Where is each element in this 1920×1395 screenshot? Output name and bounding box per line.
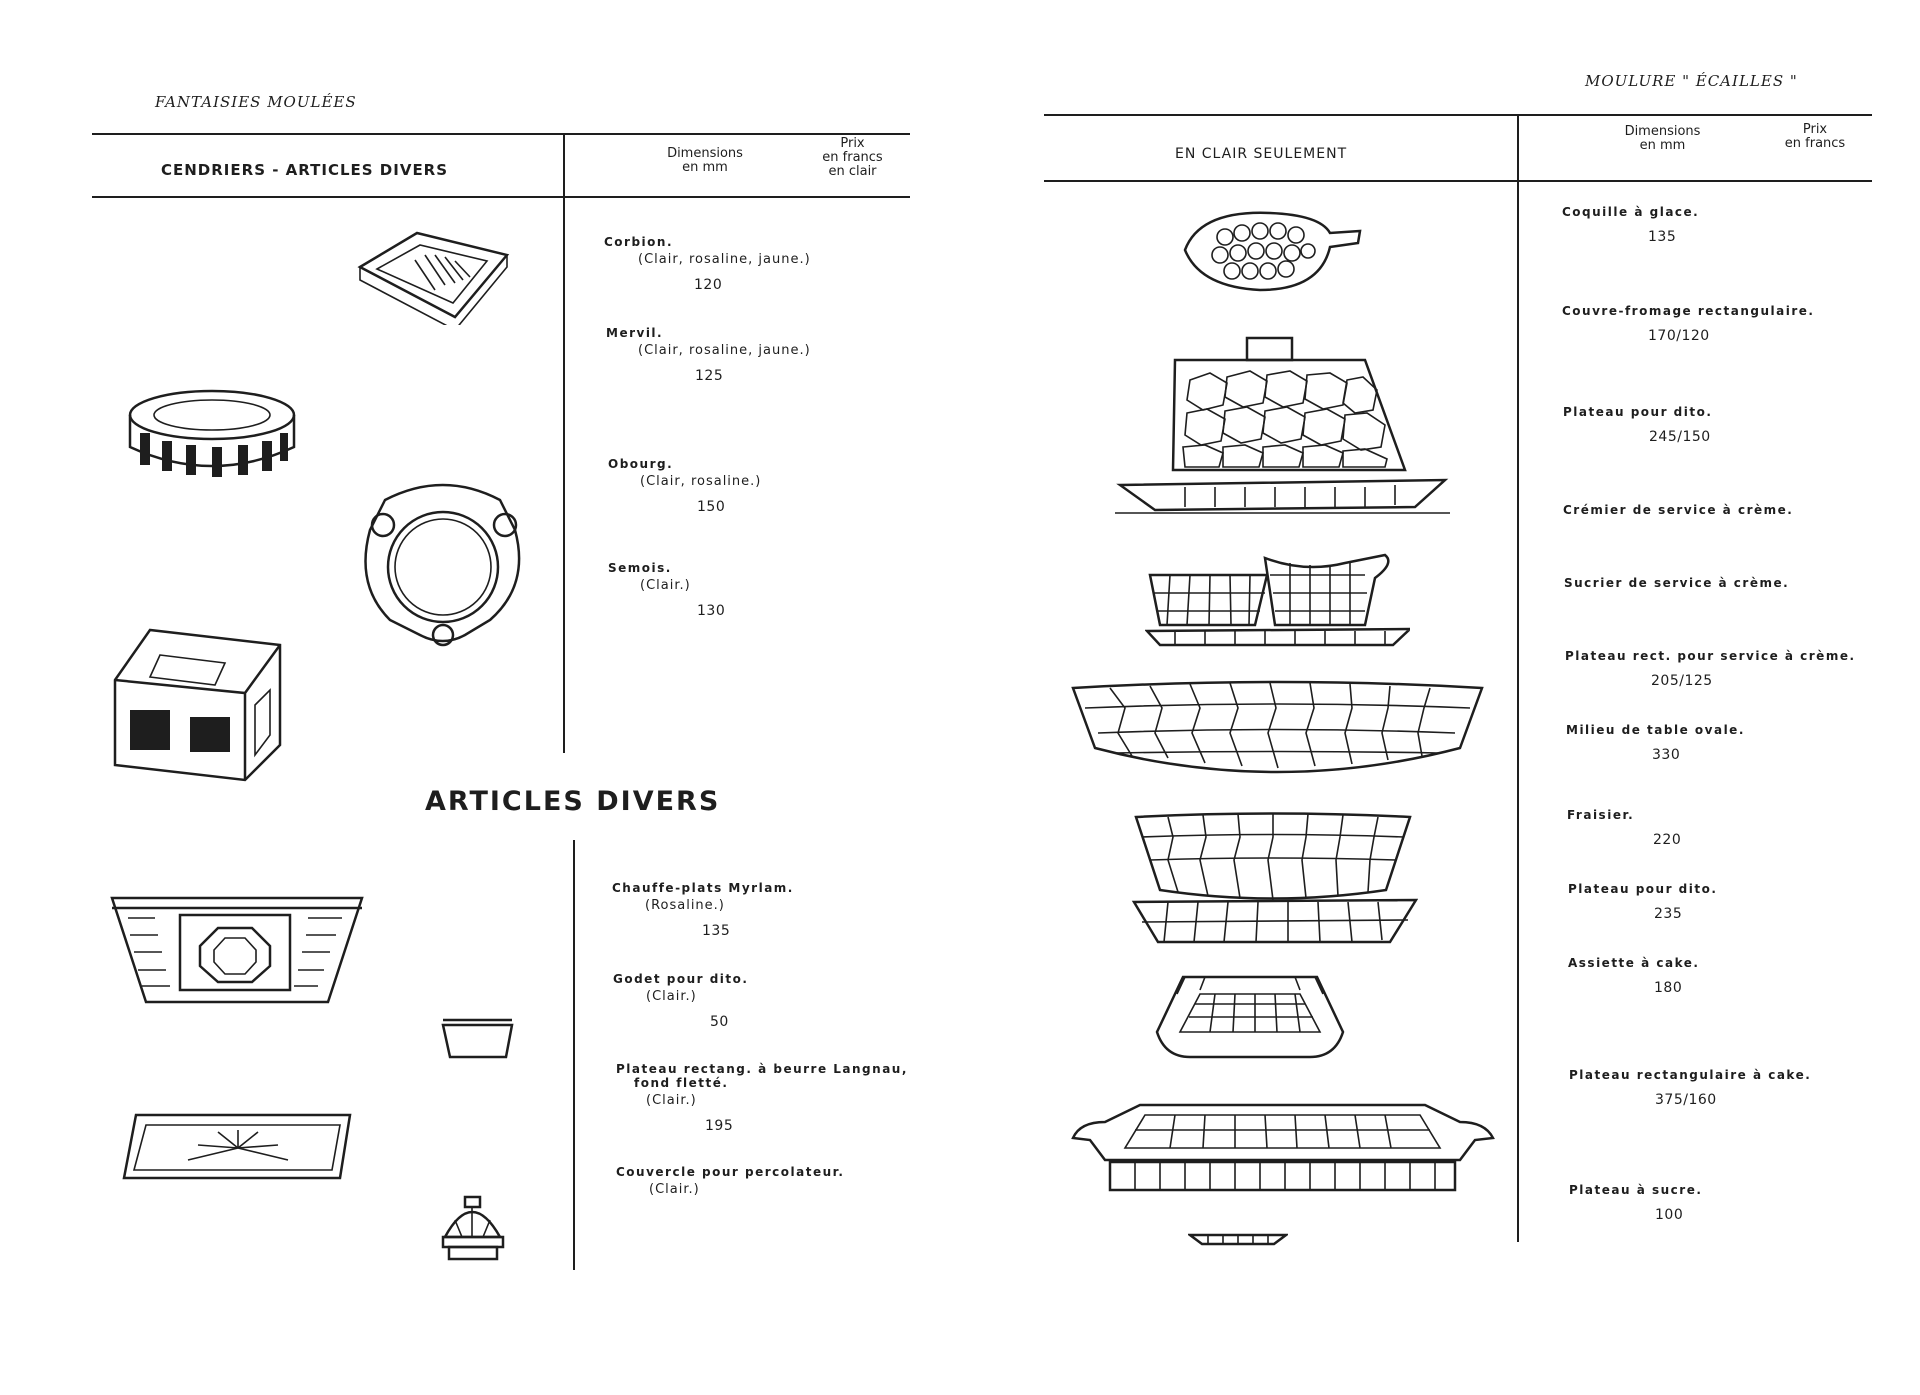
col-price-line1: Prix: [1802, 122, 1828, 137]
cream-set-icon: [1145, 553, 1410, 648]
butter-tray-icon: [118, 1110, 358, 1185]
item-name: Couvre-fromage rectangulaire.: [1562, 304, 1815, 318]
item-dimension: 150: [697, 499, 726, 515]
item-variants: (Rosaline.): [645, 898, 725, 913]
item-name: Plateau à sucre.: [1569, 1183, 1703, 1197]
cheese-cover-icon: [1115, 335, 1450, 515]
item-variants: (Clair.): [646, 1093, 697, 1108]
right-section-title: EN CLAIR SEULEMENT: [1175, 146, 1348, 162]
item-name: Plateau pour dito.: [1568, 882, 1718, 896]
item-name: Sucrier de service à crème.: [1564, 576, 1790, 590]
left-running-header: FANTAISIES MOULÉES: [155, 93, 357, 111]
percolator-lid-icon: [435, 1192, 510, 1264]
item-name: Assiette à cake.: [1568, 956, 1700, 970]
plate-warmer-icon: [110, 890, 365, 1010]
left-subsection-title: ARTICLES DIVERS: [425, 786, 721, 817]
ice-shell-icon: [1180, 205, 1365, 295]
ashtray-cube-icon: [105, 625, 290, 785]
right-item-assiette-cake: [1568, 956, 1699, 996]
right-item-plateau-dito-1: [1563, 405, 1712, 445]
item-name: Godet pour dito.: [613, 972, 749, 986]
item-name: Crémier de service à crème.: [1563, 503, 1794, 517]
item-dimension: 100: [1655, 1207, 1684, 1223]
right-running-header: MOULURE " ÉCAILLES ": [1585, 72, 1798, 90]
item-variants: (Clair.): [649, 1182, 700, 1197]
left-item-couvercle: [616, 1165, 844, 1197]
col-dimensions-line1: Dimensions: [667, 146, 743, 161]
cake-plate-icon: [1155, 972, 1345, 1062]
item-name: Plateau rect. pour service à crème.: [1565, 649, 1856, 663]
item-name: Chauffe-plats Myrlam.: [612, 881, 794, 895]
item-name: Milieu de table ovale.: [1566, 723, 1745, 737]
oval-centerpiece-icon: [1070, 678, 1485, 780]
item-variants: (Clair.): [646, 989, 697, 1004]
item-dimension: 235: [1654, 906, 1683, 922]
item-dimension: 135: [1648, 229, 1677, 245]
item-dimension: 245/150: [1649, 429, 1711, 445]
item-name: Corbion.: [604, 235, 674, 249]
item-dimension: 220: [1653, 832, 1682, 848]
item-dimension: 330: [1652, 747, 1681, 763]
ashtray-ring-icon: [355, 475, 530, 650]
item-variants: (Clair, rosaline, jaune.): [638, 252, 811, 267]
right-item-fraisier: [1567, 808, 1681, 848]
left-item-mervil: [606, 326, 811, 384]
col-price-line1: Prix: [840, 136, 865, 151]
right-item-couvre-fromage: [1562, 304, 1814, 344]
item-variants: (Clair, rosaline.): [640, 474, 762, 489]
item-name: Obourg.: [608, 457, 674, 471]
left-column-divider-lower: [573, 840, 575, 1270]
item-dimension: 375/160: [1655, 1092, 1717, 1108]
cake-tray-icon: [1065, 1100, 1500, 1195]
left-item-godet: [613, 972, 748, 1030]
left-item-plateau-langnau: [616, 1062, 908, 1134]
sugar-tray-icon: [1188, 1230, 1288, 1250]
right-item-plateau-dito-2: [1568, 882, 1717, 922]
item-name: Mervil.: [606, 326, 664, 340]
left-item-corbion: [604, 235, 811, 293]
left-col-dimensions: [650, 147, 760, 175]
item-dimension: 130: [697, 603, 726, 619]
item-name: Coquille à glace.: [1562, 205, 1700, 219]
item-dimension: 120: [694, 277, 723, 293]
item-dimension: 180: [1654, 980, 1683, 996]
ashtray-round-notched-icon: [120, 385, 305, 485]
item-variants: (Clair.): [640, 578, 691, 593]
item-dimension: 195: [705, 1118, 734, 1134]
col-dimensions-line2: en mm: [682, 160, 728, 175]
left-header-rule: [92, 196, 910, 198]
item-dimension: 205/125: [1651, 673, 1713, 689]
col-dimensions-line2: en mm: [1639, 138, 1686, 153]
ashtray-square-icon: [355, 225, 515, 325]
right-top-rule: [1044, 114, 1872, 116]
right-item-sucrier: [1564, 576, 1789, 590]
left-section-title: CENDRIERS - ARTICLES DIVERS: [161, 161, 449, 179]
item-dimension: 170/120: [1648, 328, 1710, 344]
right-col-dimensions: [1610, 125, 1715, 153]
item-name: Plateau rectangulaire à cake.: [1569, 1068, 1812, 1082]
left-col-price: [810, 137, 895, 179]
right-item-plateau-sucre: [1569, 1183, 1702, 1223]
cup-icon: [440, 1017, 515, 1062]
col-price-line2: en francs: [1784, 136, 1846, 151]
item-name: Plateau pour dito.: [1563, 405, 1713, 419]
col-price-line3: en clair: [828, 164, 877, 179]
item-name: Plateau rectang. à beurre Langnau,: [616, 1062, 908, 1076]
item-dimension: 135: [702, 923, 731, 939]
right-item-milieu-de-table: [1566, 723, 1745, 763]
item-name: Couvercle pour percolateur.: [616, 1165, 845, 1179]
right-column-divider: [1517, 114, 1519, 1242]
col-price-line2: en francs: [822, 150, 883, 165]
right-item-plateau-rect-creme: [1565, 649, 1856, 689]
right-col-price: [1770, 123, 1860, 151]
item-dimension: 50: [710, 1014, 729, 1030]
col-dimensions-line1: Dimensions: [1624, 124, 1701, 139]
item-name: Semois.: [608, 561, 672, 575]
item-variants: (Clair, rosaline, jaune.): [638, 343, 811, 358]
left-item-chauffe-plats: [612, 881, 794, 939]
left-top-rule: [92, 133, 910, 135]
right-item-plateau-rect-cake: [1569, 1068, 1811, 1108]
left-column-divider-upper: [563, 133, 565, 753]
item-name: Fraisier.: [1567, 808, 1635, 822]
left-item-obourg: [608, 457, 761, 515]
left-item-semois: [608, 561, 725, 619]
right-item-coquille: [1562, 205, 1699, 245]
item-name-line2: fond fletté.: [634, 1076, 729, 1090]
item-dimension: 125: [695, 368, 724, 384]
right-item-cremier: [1563, 503, 1793, 517]
right-header-rule: [1044, 180, 1872, 182]
strawberry-bowl-icon: [1128, 812, 1418, 947]
